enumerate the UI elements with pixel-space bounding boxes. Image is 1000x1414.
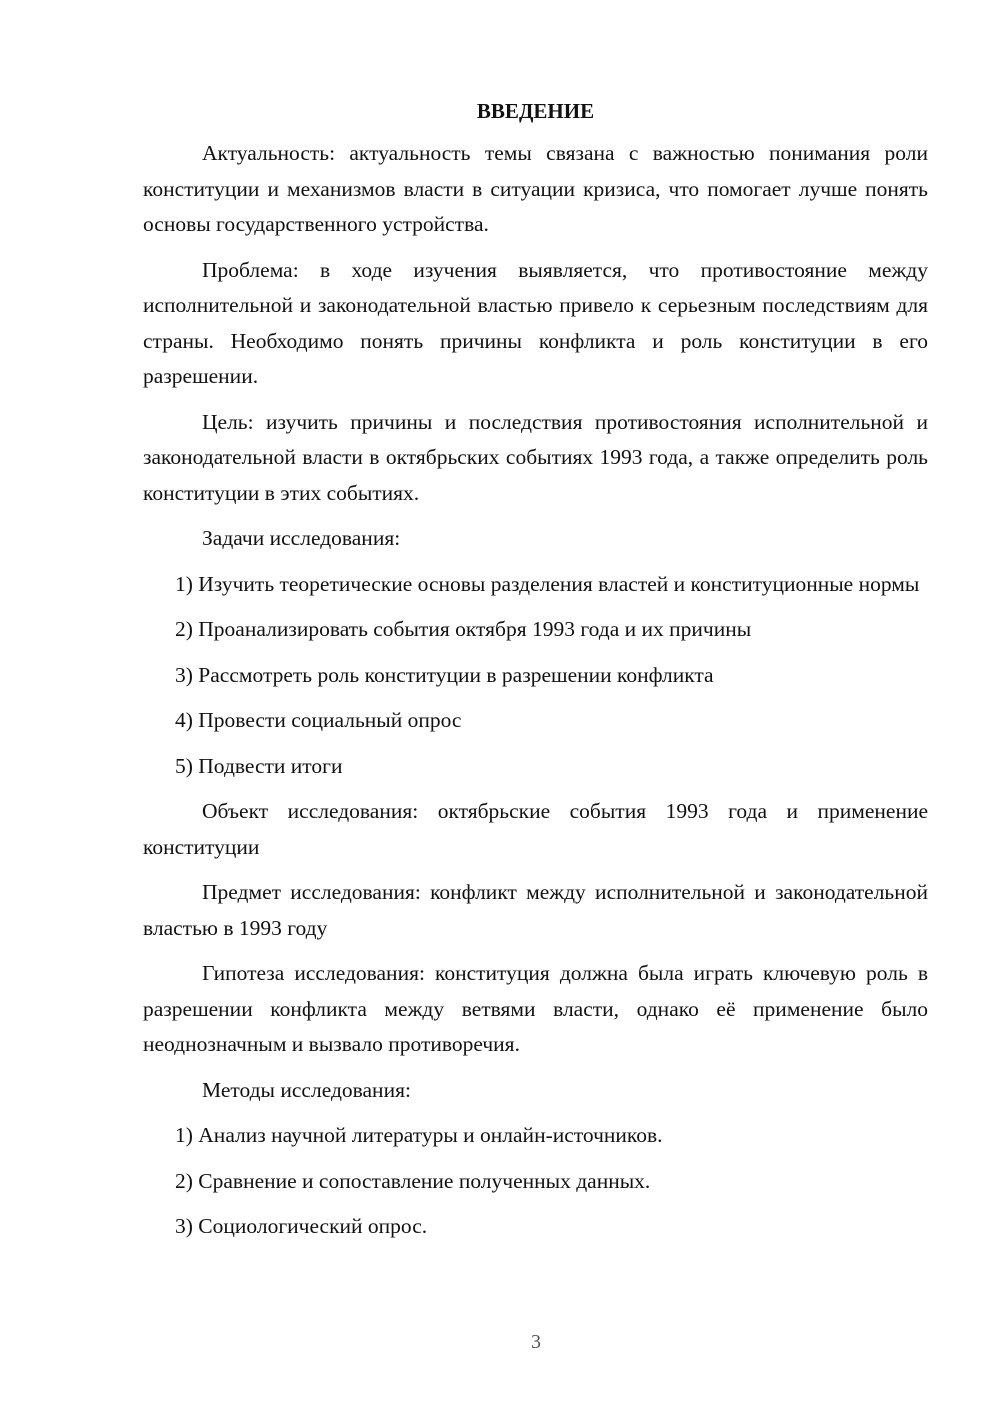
task-item-1: 1) Изучить теоретические основы разделения властей и конституционные нормы [175,571,920,596]
paragraph-subject: Предмет исследования: конфликт между исполнительной и законодательной властью в 1993 году [143,880,928,940]
paragraph-goal: Цель: изучить причины и последствия противостояния исполнительной и законодательной власти в октябрьских событиях 1993 года, а также определить роль конституции в этих событиях. [143,409,928,505]
page-content [143,94,928,1255]
task-item-4: 4) Провести социальный опрос [175,708,462,732]
paragraph-object: Объект исследования: октябрьские события 1993 года и применение конституции [143,799,928,859]
paragraph-tasks-heading: Задачи исследования: [202,526,401,550]
method-item-3: 3) Социологический опрос. [175,1214,428,1238]
paragraph-hypothesis: Гипотеза исследования: конституция должна была играть ключевую роль в разрешении конфликта между ветвями власти, однако её применение было неоднозначным и вызвало противоречия. [143,961,928,1056]
task-item-2: 2) Проанализировать события октября 1993 года и их причины [175,617,752,641]
section-heading: ВВЕДЕНИЕ [476,99,595,123]
paragraph-problem: Проблема: в ходе изучения выявляется, что противостояние между исполнительной и законодательной властью привело к серьезным последствиям для страны. Необходимо понять причины конфликта и роль конституции в его разрешении. [143,257,928,388]
paragraph-relevance: Актуальность: актуальность темы связана с важностью понимания роли конституции и механизмов власти в ситуации кризиса, что помогает лучше понять основы государственного устройства. [143,141,928,236]
method-item-1: 1) Анализ научной литературы и онлайн-источников. [175,1123,663,1147]
task-item-5: 5) Подвести итоги [175,753,343,778]
task-item-3: 3) Рассмотреть роль конституции в разрешении конфликта [175,662,714,687]
page-number: 3 [531,1331,541,1353]
method-item-2: 2) Сравнение и сопоставление полученных данных. [175,1168,651,1193]
paragraph-methods-heading: Методы исследования: [202,1077,411,1102]
